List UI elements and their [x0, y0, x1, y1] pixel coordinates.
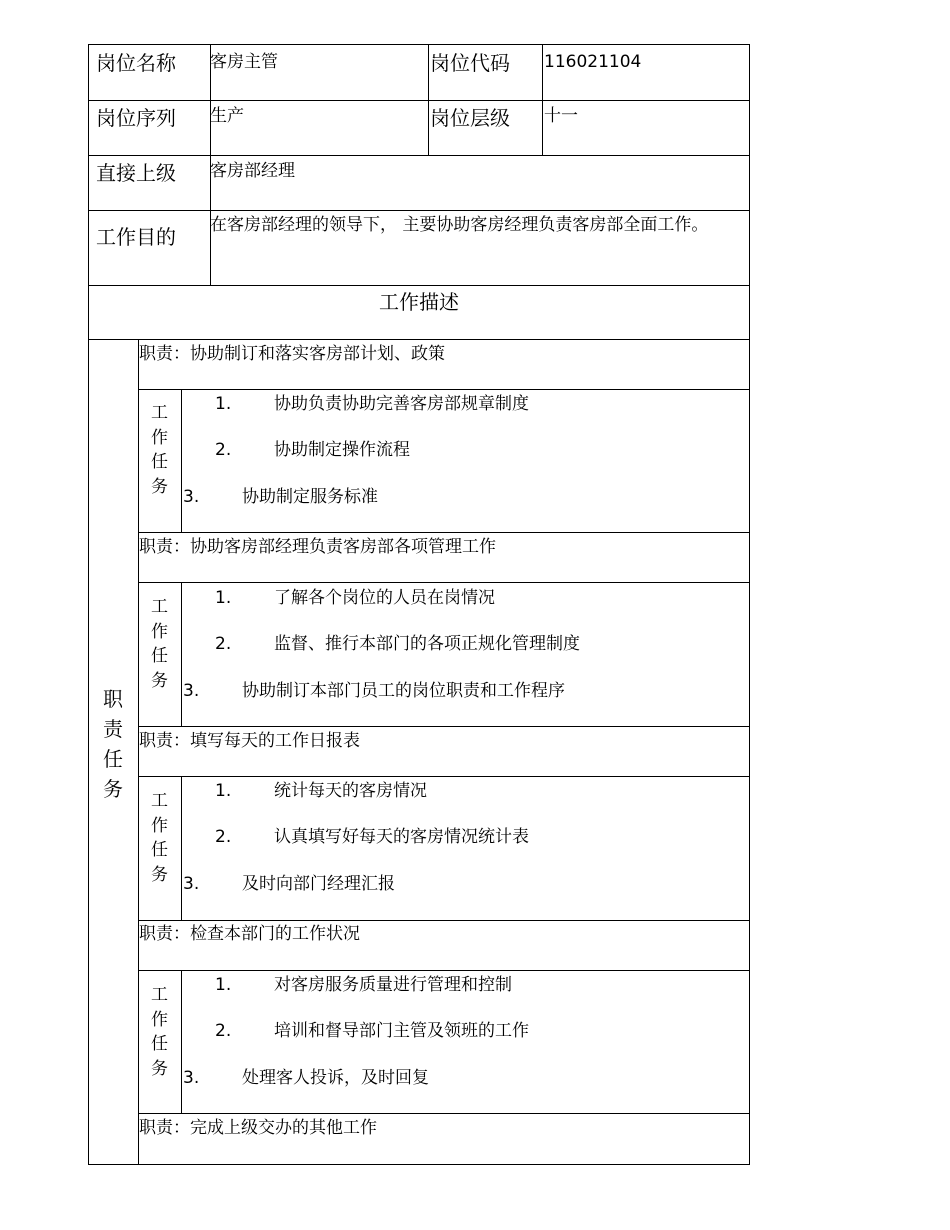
- task-label-divider: [181, 582, 182, 727]
- row-divider: [88, 155, 750, 156]
- direct-superior-value: 客房部经理: [210, 161, 295, 181]
- row-divider: [138, 532, 750, 533]
- work-tasks-label: 工 作 任 务: [151, 403, 168, 497]
- job-description-table: [88, 44, 750, 1165]
- position-series-label: 岗位序列: [96, 106, 176, 130]
- table-border-left: [88, 44, 89, 1165]
- work-purpose-label: 工作目的: [96, 225, 176, 249]
- row-divider: [138, 389, 750, 390]
- duty-heading: 职责：检查本部门的工作状况: [139, 924, 360, 944]
- table-border-top: [88, 44, 750, 45]
- task-number: 1.: [215, 588, 232, 608]
- task-item: 对客房服务质量进行管理和控制: [274, 975, 512, 995]
- task-item: 协助制订本部门员工的岗位职责和工作程序: [242, 681, 565, 701]
- task-number: 1.: [215, 394, 232, 414]
- table-border-right: [749, 44, 750, 1165]
- task-item: 处理客人投诉，及时回复: [242, 1068, 429, 1088]
- task-label-divider: [181, 389, 182, 533]
- description-title: 工作描述: [379, 290, 459, 314]
- task-number: 2.: [215, 634, 232, 654]
- task-label-divider: [181, 970, 182, 1114]
- task-item: 监督、推行本部门的各项正规化管理制度: [274, 634, 580, 654]
- task-item: 协助制定操作流程: [274, 440, 410, 460]
- task-number: 1.: [215, 781, 232, 801]
- task-label-divider: [181, 776, 182, 920]
- direct-superior-label: 直接上级: [96, 161, 176, 185]
- task-item: 统计每天的客房情况: [274, 781, 427, 801]
- task-item: 协助负责协助完善客房部规章制度: [274, 394, 529, 414]
- row-divider: [138, 1113, 750, 1114]
- position-name-value: 客房主管: [210, 52, 278, 72]
- position-level-label: 岗位层级: [430, 106, 510, 130]
- table-border-bottom: [88, 1164, 750, 1165]
- task-item: 了解各个岗位的人员在岗情况: [274, 588, 495, 608]
- row-divider: [88, 210, 750, 211]
- task-number: 3.: [183, 487, 200, 507]
- position-level-value: 十一: [544, 106, 578, 126]
- task-number: 2.: [215, 440, 232, 460]
- task-number: 2.: [215, 827, 232, 847]
- row-divider: [138, 920, 750, 921]
- task-item: 认真填写好每天的客房情况统计表: [274, 827, 529, 847]
- task-number: 1.: [215, 975, 232, 995]
- task-item: 及时向部门经理汇报: [242, 874, 395, 894]
- duties-tasks-label: 职 责 任 务: [103, 687, 123, 801]
- work-tasks-label: 工 作 任 务: [151, 791, 168, 885]
- row-divider: [138, 970, 750, 971]
- work-tasks-label: 工 作 任 务: [151, 985, 168, 1079]
- work-tasks-label: 工 作 任 务: [151, 597, 168, 691]
- duty-heading: 职责：填写每天的工作日报表: [139, 731, 360, 751]
- row-divider: [138, 776, 750, 777]
- task-number: 2.: [215, 1021, 232, 1041]
- task-number: 3.: [183, 874, 200, 894]
- row-divider: [88, 100, 750, 101]
- duty-heading: 职责：协助客房部经理负责客房部各项管理工作: [139, 537, 496, 557]
- row-divider: [138, 582, 750, 583]
- duty-heading: 职责：协助制订和落实客房部计划、政策: [139, 344, 445, 364]
- position-code-value: 116021104: [544, 52, 642, 72]
- position-code-label: 岗位代码: [430, 51, 510, 75]
- position-series-value: 生产: [210, 106, 244, 126]
- work-purpose-value: 在客房部经理的领导下， 主要协助客房经理负责客房部全面工作。: [210, 215, 709, 235]
- position-name-label: 岗位名称: [96, 51, 176, 75]
- task-number: 3.: [183, 681, 200, 701]
- task-number: 3.: [183, 1068, 200, 1088]
- row-divider: [88, 285, 750, 286]
- task-item: 协助制定服务标准: [242, 487, 378, 507]
- row-divider: [138, 726, 750, 727]
- duty-heading: 职责：完成上级交办的其他工作: [139, 1118, 377, 1138]
- row-divider: [88, 339, 750, 340]
- task-item: 培训和督导部门主管及领班的工作: [274, 1021, 529, 1041]
